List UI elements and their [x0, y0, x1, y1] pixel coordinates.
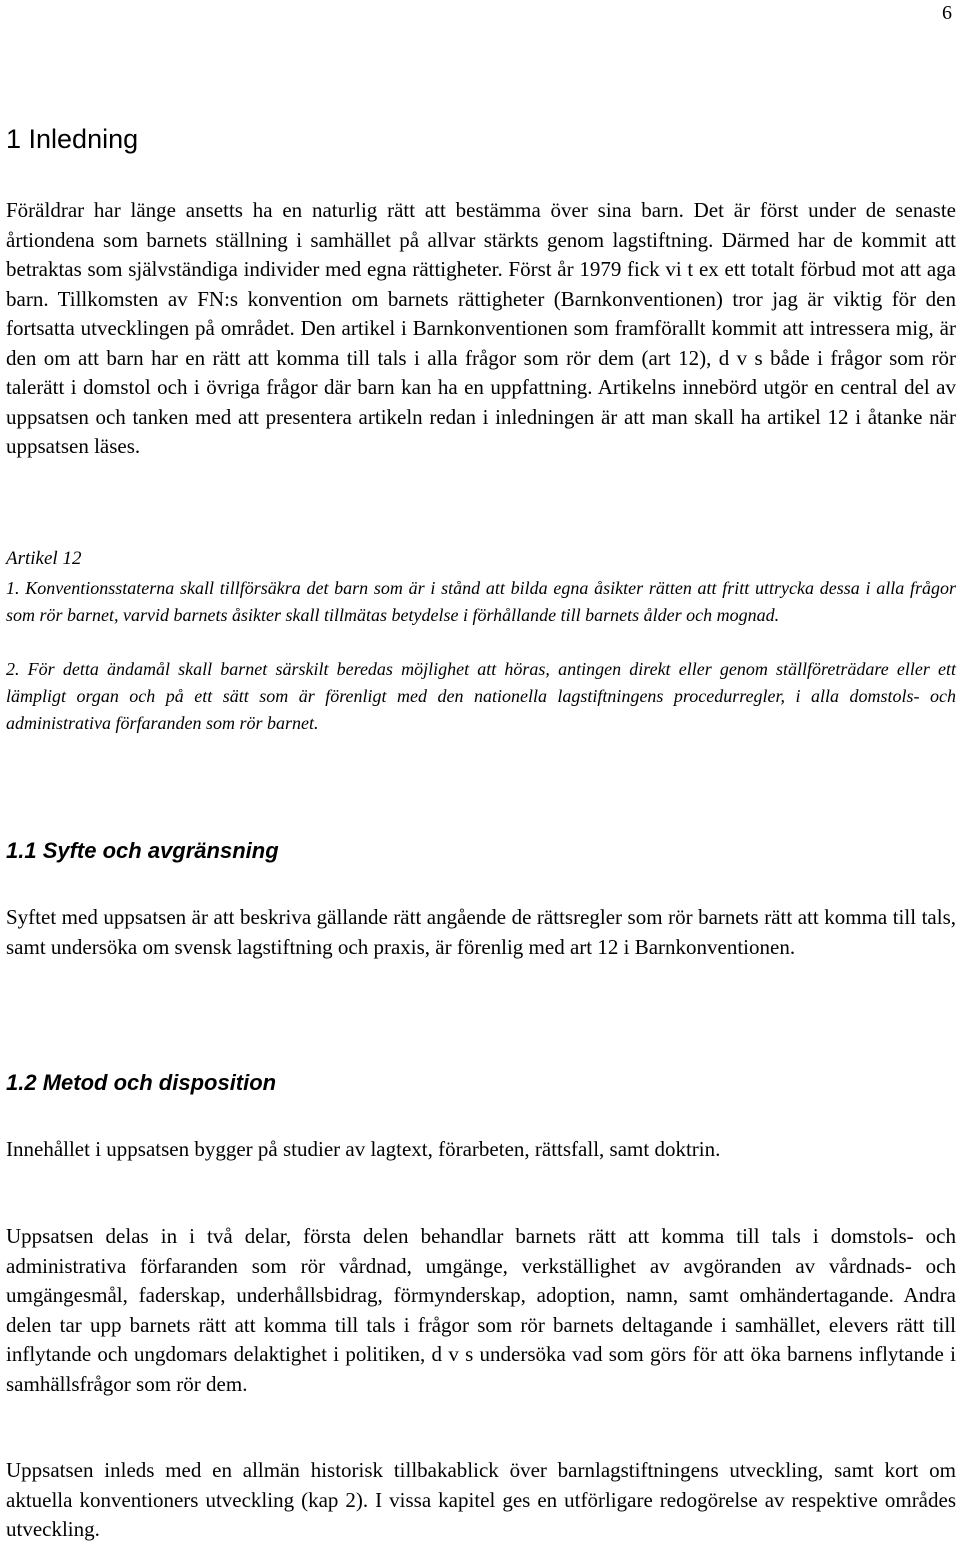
- method-paragraph-3: Uppsatsen inleds med en allmän historisk tillbakablick över barnlagstiftningens utveckling, samt kort om aktuella konventioners utveckling (kap 2). I vissa kapitel ges en utförligare redogörelse av respektive områdes utveckling.: [6, 1458, 956, 1541]
- method-paragraph-2: Uppsatsen delas in i två delar, första delen behandlar barnets rätt att komma till tals i domstols- och administrativa förfaranden som rör vårdnad, umgänge, verkställighet av avgöranden av vårdnads- och umgängesmål, faderskap, underhållsbidrag, förmynderskap, adoption, namn, samt omhändertagande. Andra delen tar upp barnets rätt att komma till tals i frågor som rör barnets deltagande i samhället, elevers rätt till inflytande och ungdomars delaktighet i politiken, d v s undersöka vad som görs för att öka barnens inflytande i samhällsfrågor som rör dem.: [6, 1224, 956, 1396]
- purpose-paragraph: Syftet med uppsatsen är att beskriva gällande rätt angående de rättsregler som rör barnets rätt att komma till tals, samt undersöka om svensk lagstiftning och praxis, är förenlig med art 12 i Barnkonventionen.: [6, 905, 956, 959]
- intro-paragraph: Föräldrar har länge ansetts ha en naturlig rätt att bestämma över sina barn. Det är först under de senaste årtiondena som barnets ställning i samhället på allvar stärkts genom lagstiftning. Därmed har de kommit att betraktas som självständiga individer med egna rättigheter. Först år 1979 fick vi t ex ett totalt förbud mot att aga barn. Tillkomsten av FN:s konvention om barnets rättigheter (Barnkonventionen) tror jag är viktig för den fortsatta utvecklingen på området. Den artikel i Barnkonventionen som framförallt kommit att intressera mig, är den om att barn har en rätt att komma till tals i alla frågor som rör dem (art 12), d v s både i frågor som rör talerätt i domstol och i övriga frågor där barn kan ha en uppfattning. Artikelns innebörd utgör en central del av uppsatsen och tanken med att presentera artikeln redan i inledningen är att man skall ha artikel 12 i åtanke när uppsatsen läses.: [6, 198, 956, 458]
- article-point-1: 1. Konventionsstaterna skall tillförsäkra det barn som är i stånd att bilda egna åsikter rätten att fritt uttrycka dessa i alla frågor som rör barnet, varvid barnets åsikter skall tillmätas betydelse i förhållande till barnets ålder och mognad.: [6, 578, 956, 625]
- section-heading-syfte: 1.1 Syfte och avgränsning: [6, 838, 279, 863]
- section-heading-inledning: 1 Inledning: [6, 124, 139, 154]
- page-number: 6: [942, 2, 952, 24]
- method-paragraph-1: Innehållet i uppsatsen bygger på studier av lagtext, förarbeten, rättsfall, samt doktrin.: [6, 1137, 721, 1161]
- section-heading-metod: 1.2 Metod och disposition: [6, 1070, 277, 1095]
- article-title: Artikel 12: [6, 548, 82, 569]
- article-point-2: 2. För detta ändamål skall barnet särskilt beredas möjlighet att höras, antingen direkt eller genom ställföreträdare eller ett lämpligt organ och på ett sätt som är förenligt med den nationella lagstiftningens procedurregler, i alla domstols- och administrativa förfaranden som rör barnet.: [6, 659, 956, 733]
